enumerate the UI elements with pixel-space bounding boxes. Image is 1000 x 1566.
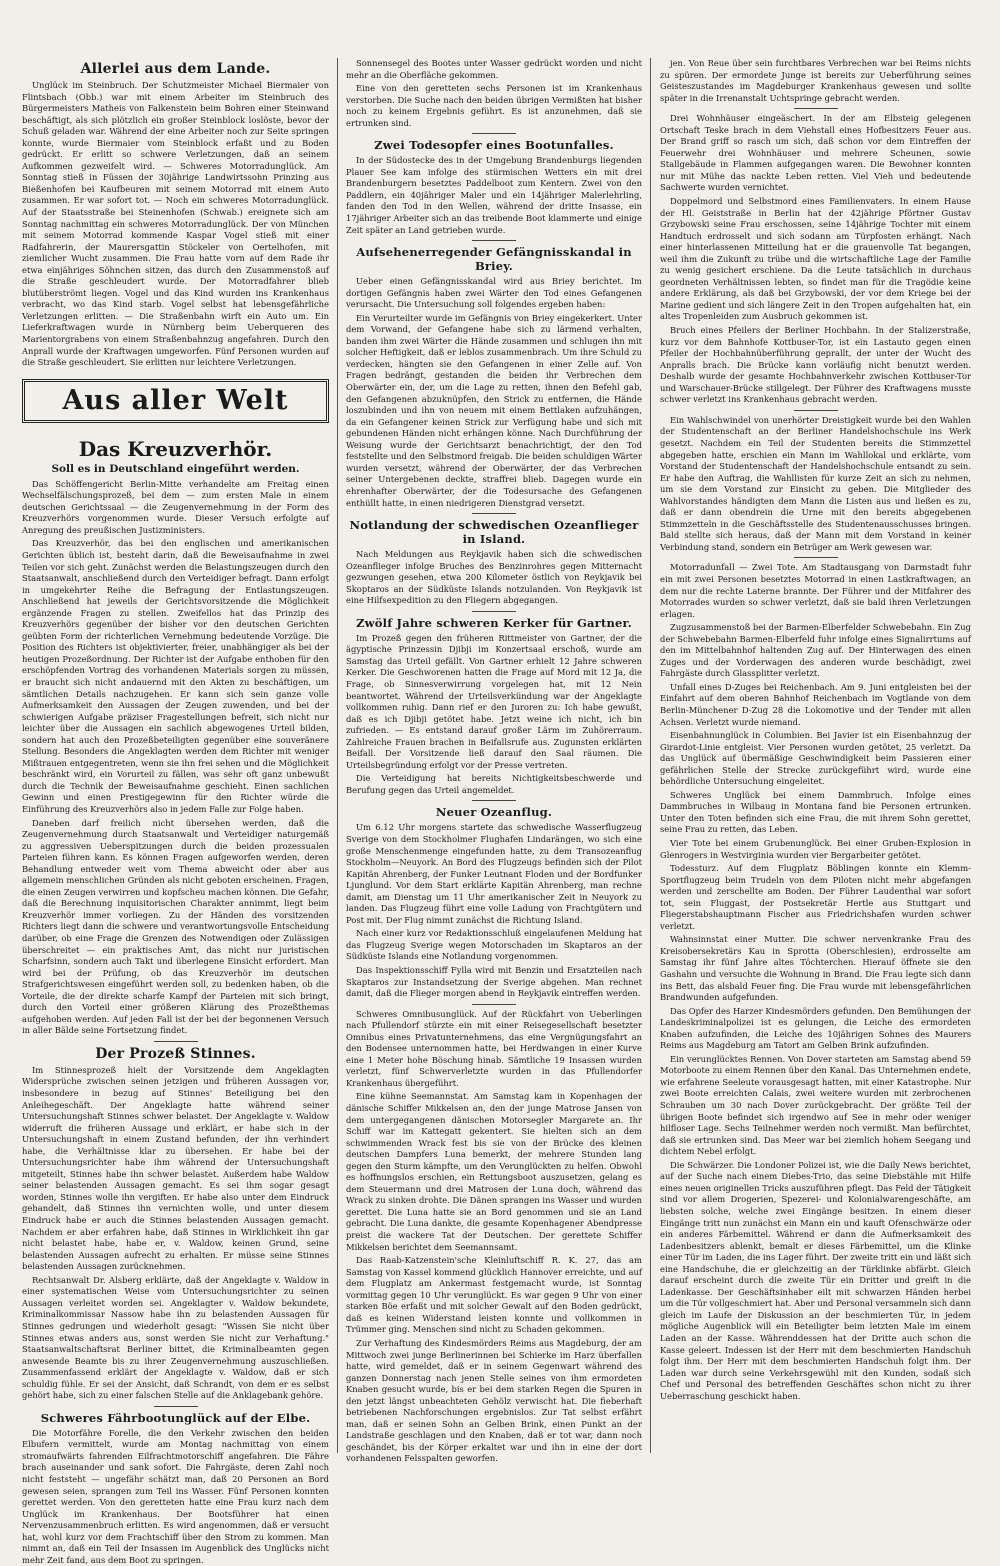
paragraph: Zur Verhaftung des Kindesmörders Reims aus Magdeburg, der am Mittwoch zwei junge Berlinerinnen bei Schierke im Harz überfallen hatte, wird gemeldet, daß er in seinem Gegenwart während des ganzen Donnerstag nach jenen Stelle seines von ihm ermordeten Knaben gesucht wurde, bis er bei dem starken Regen die Spuren in den jetzt längst unbeachteten Gehölz verwischt hat. Die fieberhaft betriebenen Nachforschungen ergebnislos. Zur Tat selbst erfährt man, daß er seinen Sohn an Gelben Brink, einen Punkt an der Landstraße geschlagen und den Knaben, daß er tot war, dann noch geschändet, bis der Körper erkaltet war und ihn in eine der dort vorhandenen Felsspalten geworfen.: [346, 1337, 642, 1464]
paragraph: Eisenbahnunglück in Columbien. Bei Javier ist ein Eisenbahnzug der Girardot-Linie entgleist. Vier Personen wurden getötet, 25 verletzt. Da das Unglück auf übermäßige Geschwindigkeit beim Passieren einer gefährlichen Stelle der Strecke zurückgeführt wird, wurde eine behördliche Untersuchung eingeleitet.: [660, 730, 971, 787]
separator: [154, 1041, 198, 1042]
paragraph: Das Opfer des Harzer Kindesmörders gefunden. Den Bemühungen der Landeskriminalpolizei ist es gelungen, die Leiche des ermordeten Knaben aufzufinden, die Leiche des 10jährigen Sohnes des Maurers Reims aus Magdeburg am Tatort am Gelben Brink aufzufinden.: [660, 1005, 971, 1051]
paragraph: Das Raab-Katzenstein'sche Kleinluftschiff R. K. 27, das am Samstag von Kassel kommend glücklich Hannover erreichte, und auf dem Flugplatz am Ankermast festgemacht wurde, ist Sonntag vormittag gegen 10 Uhr verunglückt. Es war gegen 9 Uhr von einer starken Böe erfaßt und mit solcher Gewalt auf den Boden gedrückt, daß es keinen Widerstand leisten konnte und vollkommen in Trümmer ging. Menschen sind nicht zu Schaden gekommen.: [346, 1255, 642, 1335]
article-body: [346, 58, 642, 129]
paragraph: Die Verteidigung hat bereits Nichtigkeitsbeschwerde und Berufung gegen das Urteil angemeldet.: [346, 773, 642, 795]
paragraph: Eine kühne Seemannstat. Am Samstag kam in Kopenhagen der dänische Schiffer Mikkelsen an, den der junge Matrose Jansen von dem untergegangenen dänischen Motorsegler Margarete an. Ihr Schiff war im Kattegatt gekentert. Sie hielten sich an dem schwimmenden Wrack fest bis sie von der Brücke des kleinen deutschen Dampfers Luna bemerkt, der mehrere Stunden lang gegen den Sturm kämpfte, um den Verunglückten zu helfen. Obwohl es hoffnungslos erschien, ein Rettungsboot auszusetzen, gelang es dem Steuermann und drei Matrosen der Luna doch, während das Wrack zu sinken drohte. Die Dänen sprangen ins Wasser und wurden gerettet. Die Luna hatte sie an Bord genommen und sie an Land gebracht. Die Luna dankte, die gesamte Kopenhagener Abendpresse preist die wackere Tat der Deutschen. Der gerettete Schiffer Mikkelsen berichtet dem Seemannsamt.: [346, 1091, 642, 1252]
section-heading: Neuer Ozeanflug.: [435, 805, 553, 820]
separator: [472, 513, 516, 514]
paragraph: Doppelmord und Selbstmord eines Familienvaters. In einem Hause der Hl. Geiststraße in Berlin hat der 42jährige Pförtner Gustav Grzybowski seine Frau erschossen, seine 14jährige Tochter mit einem Handtuch erdrosselt und sich sodann am Türpfosten erhängt. Nach einer hinterlassenen Mitteilung hat er die grauenvolle Tat begangen, weil ihm die Zukunft zu trübe und die wirtschaftliche Lage der Familie zu wenig gesichert erschiene. Da die Leute tatsächlich in durchaus geordneten Verhältnissen lebten, so findet man für die Tragödie keine andere Erklärung, als daß bei Grzybowski, der vor dem Kriege bei der Marine gedient und sich längere Zeit in den Tropen aufgehalten hat, ein altes Tropenleiden zum Ausbruch gekommen ist.: [660, 196, 971, 322]
paragraph: Todessturz. Auf dem Flugplatz Böblingen konnte ein Klemm-Sportflugzeug beim Trudeln von dem Piloten nicht mehr abgefangen werden und zerschellte am Boden. Der Führer Laudenthal war sofort tot, sein Fluggast, der Postsekretär Hertle aus Stuttgart und Fliegerstabshauptmann Fischer aus Friedrichshafen wurden schwer verletzt.: [660, 863, 971, 931]
paragraph: Im Stinnesprozeß hielt der Vorsitzende dem Angeklagten Widersprüche zwischen seinen jetzigen und früheren Aussagen vor, insbesondere in bezug auf Stinnes' Beteiligung bei den Anleihegeschäft. Der Angeklagte hatte während seiner Untersuchungshaft Stinnes schwer belastet. Der Angeklagte v. Waldow widerruft die früheren Aussage und erklärt, er habe sich in der Untersuchungshaft in einem Zustand befunden, der ihn verhindert habe, die Verhältnisse klar zu übersehen. Er habe bei der Untersuchungsrichter habe ihm während der Untersuchungshaft mitgeteilt, Stinnes habe ihn schwer belastet. Außerdem habe Waldow seiner belastenden Aussagen gemacht. Es sei ihm sogar gesagt worden, Stinnes wolle ihn vergiften. Er habe also unter dem Eindruck gehandelt, daß Stinnes ihn vernichten wolle, und unter diesem Eindruck habe er auch die Stinnes belastenden Aussagen gemacht. Nachdem er aber erfahren habe, daß Stinnes in Wirklichkeit ihn gar nicht belastet habe, habe er, v. Waldow, keinen Grund, seine belastenden Aussagen aufrecht zu erhalten. Er müsse seine Stinnes belastenden Aussagen zurücknehmen.: [22, 1064, 329, 1272]
paragraph: Das Schöffengericht Berlin-Mitte verhandelte am Freitag einen Wechselfälschungsprozeß, bei dem — zum ersten Male in einem deutschen Gerichtssaal — die Zeugenvernehmung in der Form des Kreuzverhörs vorgenommen wurde. Dieser Versuch erfolgte auf Anregung des preußischen Justizministers.: [22, 478, 329, 535]
section-heading: Allerlei aus dem Lande.: [80, 61, 271, 77]
article-body: [660, 415, 971, 554]
paragraph: Im Prozeß gegen den früheren Rittmeister von Gartner, der die ägyptische Prinzessin Djibji im Konzertsaal erschoß, wurde am Samstag das Urteil gefällt. Von Gartner erhielt 12 Jahre schweren Kerker. Die Geschworenen hatten die Frage auf Mord mit 12 Ja, die Frage, ob Sinnesverwirrung vorgelegen hat, mit 12 Nein beantwortet. Während der Urteilsverkündung war der Angeklagte vollkommen ruhig. Dann rief er den Juroren zu: Ich habe gewußt, daß es ich Djibji getötet habe. Jetzt weine ich nicht, ich bin zufrieden. — Es entstand darauf großer Lärm im Zuhörerraum. Zahlreiche Frauen brachen in Beifallsrufe aus. Zugunsten erklärten Beifall. Der Vorsitzende ließ darauf den Saal räumen. Die Urteilsbegründung erfolgt vor der Presse vertreten.: [346, 632, 642, 770]
paragraph: Das Inspektionsschiff Fylla wird mit Benzin und Ersatzteilen nach Skaptaros zur Instandsetzung der Sverige abgehen. Man rechnet damit, daß die Flieger morgen abend in Reykjavik eintreffen werden.: [346, 965, 642, 999]
banner-title: Aus aller Welt: [62, 384, 289, 416]
paragraph: Das Kreuzverhör, das bei den englischen und amerikanischen Gerichten üblich ist, besteht darin, daß die Beweisaufnahme in zwei Teilen vor sich geht. Zunächst werden die Belastungszeugen durch den Staatsanwalt, anschließend durch den Verteidiger befragt. Dann erfolgt in umgekehrter Reihe die Befragung der Entlastungszeugen. Anschließend hat jeweils der Gerichtsvorsitzende die Möglichkeit ergänzende Fragen zu stellen. Zweifellos hat das Prinzip des Kreuzverhörs gegenüber der bisher vor den deutschen Gerichten geübten Form der richterlichen Vernehmung bedeutende Vorzüge. Die Position des Richters ist objektivierter, freier, unabhängiger als bei der heutigen Prozeßordnung. Der Richter ist der Aufgabe enthoben für den erschöpfenden Vortrag des vorhandenen Materials sorgen zu müssen, er braucht sich nicht andauernd mit den Akten zu beschäftigen, um sämtlichen Details nachzugehen. Er kann sich sein ganze volle Aufmerksamkeit den Aussagen der Zeugen zuwenden, und bei der schwierigen Aufgabe präziser Fragestellungen befreit, sich nicht nur leichter über die Aussagen ein sachlich abgewogenes Urteil bilden, sondern hat auch den Prozeßbeteiligten gegenüber eine souveränere Stellung. Besonders die Angeklagten werden dem Richter mit weniger Mißtrauen entgegentreten, wenn sie ihn frei sehen und die Möglichkeit beschränkt wird, ein Vorurteil zu fällen, was sehr oft ganz unbewußt durch die Technik der Beweisaufnahme geschieht. Einen sachlichen Gewinn und einen Prestigegewinn für den Richter würde die Einführung des Kreuzverhörs also in jedem Falle zur Folge haben.: [22, 538, 329, 814]
paragraph: Schweres Unglück bei einem Dammbruch. Infolge eines Dammbruches in Wilbaug in Montana fand bie Personen ertrunken. Unter den Toten befinden sich eine Frau, die mit ihrem Sohn gerettet, seine Frau zu retten, das Leben.: [660, 789, 971, 835]
section-heading: Schweres Fährbootunglück auf der Elbe.: [40, 1410, 311, 1425]
paragraph: In der Südostecke des in der Umgebung Brandenburgs liegenden Plauer See kam infolge des stürmischen Wetters ein mit drei Brandenburgern besetztes Paddelboot zum Kentern. Zwei von den Paddlern, ein 40jähriger Maler und ein 14jähriger Malerlehrling, fanden den Tod in den Wellen, während der dritte Insasse, ein 17jähriger Arbeiter sich an das treibende Boot klammerte und einige Zeit später an Land getrieben wurde.: [346, 155, 642, 235]
paragraph: Unfall eines D-Zuges bei Reichenbach. Am 9. Juni entgleisten bei der Einfahrt auf dem oberen Bahnhof Reichenbach im Vogtlande von dem Berlin-Münchener D-Zug 28 die Lokomotive und der Tender mit allen Achsen. Verletzt wurde niemand.: [660, 681, 971, 727]
separator: [794, 557, 838, 558]
paragraph: Eine von den geretteten sechs Personen ist im Krankenhaus verstorben. Die Suche nach den beiden übrigen Vermißten hat bisher noch zu keinem Ergebnis geführt. Es ist anzunehmen, daß sie ertrunken sind.: [346, 83, 642, 128]
separator: [472, 1004, 516, 1005]
section-heading: Der Prozeß Stinnes.: [95, 1045, 256, 1062]
article-body: [346, 155, 642, 236]
paragraph: Die Schwärzer. Die Londoner Polizei ist, wie die Daily News berichtet, auf der Suche nach einem Diebes-Trio, das seine Diebstähle mit Hilfe eines neuen originellen Tricks auszuführen pflegt. Das Feld der Tätigkeit sind vor allem Drogerien, Spezerei- und Kolonialwarengeschäfte, am liebsten solche, welche zwei Eingänge besitzen. In einem dieser Eingänge tritt nun zunächst ein Mann ein und kauft Ofenschwärze oder ein anderes Färbemittel. Während er dann die Aufmerksamkeit des Ladenbesitzers ablenkt, bemalt er dieses Färbemittel, um die Klinke einer Tür im Laden, die ins Lager führt. Der zweite tritt ein und läßt sich eine Handschuhe, die er gleichzeitig an der Türklinke abfärbt. Gleich darauf erscheint durch die zweite Tür ein Dritter und greift in die Ladenkasse. Der Geschäftsinhaber eilt mit schwarzen Händen herbei um die Tür vollgeschmiert hat. Aber und Personal versammeln sich dann gleich im Laufe der Diskussion an der beschmierten Tür, in jedem mögliche Augenblick will ein Beteiligter beim letzten Male im einem Laden an der Kasse. Währenddessen hat der Dritte auch schon die Kasse geleert. Indessen ist der Herr mit dem beschmierten Handschuh folgt ihm. Der Herr mit dem beschmierten Handschuh folgt ihm. Der Laden war durch seine Verkehrsgewühl mit den Kunden, sodaß sich Chef und Personal des betreffenden Geschäftes schon nicht zu ihrer Ueberraschung geschickt haben.: [660, 1159, 972, 1401]
paragraph: Bruch eines Pfeilers der Berliner Hochbahn. In der Stalizerstraße, kurz vor dem Bahnhofe Kottbuser-Tor, ist ein Lastauto gegen einen Pfeiler der Hochbahnüberführung geprallt, der unter der Wucht des Anpralls brach. Die Brücke kann vorläufig nicht benutzt werden. Deshalb wurde der gesamte Hochbahnverkehr zwischen Kottbuser-Tor und Warschauer-Brücke stillgelegt. Der Führer des Kraftwagens musste schwer verletzt ins Krankenhaus gebracht werden.: [660, 325, 971, 405]
paragraph: Nach einer kurz vor Redaktionsschluß eingelaufenen Meldung hat das Flugzeug Sverige wegen Motorschaden im Skaptaros an der Südküste Islands eine Notlandung vorgenommen.: [346, 928, 642, 962]
paragraph: Zugzusammenstoß bei der Barmen-Elberfelder Schwebebahn. Ein Zug der Schwebebahn Barmen-Elberfeld fuhr infolge eines Signalirrtums auf den im Mittelbahnhof haltenden Zug auf. Der Hinterwagen des einen Zuges und der Vorderwagen des anderen wurde beschädigt, zwei Fahrgäste durch Glassplitter verletzt.: [660, 622, 971, 679]
column-2: [338, 58, 651, 1464]
paragraph: Wahnsinnstat einer Mutter. Die schwer nervenkranke Frau des Kreisobersekretärs Kau in Sprotta (Oberschlesien), erdrosselte am Samstag ihr fünf Jahre altes Töchterchen. Hierauf öffnete sie den Gashahn und versuchte die Wohnung in Brand. Die Frau legte sich dann ins Bett, das alsbald Feuer fing. Die Frau wurde mit lebensgefährlichen Brandwunden aufgefunden.: [660, 934, 971, 1003]
separator: [472, 800, 516, 801]
paragraph: Unglück im Steinbruch. Der Schutzmeister Michael Biermaier von Flintsbach (Obb.) war mit einem Arbeiter im Steinbruch des Bürgermeisters Matheis von Falkenstein beim Bohren einer Steinwand beschäftigt, als sich plötzlich ein großer Steinblock loslöste, bevor der Schuß geladen war. Während der eine Arbeiter noch zur Seite springen konnte, wurde Biermaier vom Steinblock erfaßt und zu Boden gedrückt. Er erlitt so schwere Verletzungen, daß an seinem Aufkommen gezweifelt wird. — Schweres Motorradunglück. Am Sonntag stieß in Füssen der 30jährige Landwirtssohn Prinzing aus Bießenhofen bei Kaufbeuren mit seinem Motorrad mit einem Auto zusammen. Er war sofort tot. — Noch ein schweres Motorradunglück. Auf der Staatsstraße bei Steinenhofen (Schwab.) ereignete sich am Sonntag nachmittag ein schweres Motorradunglück. Der von München mit seinem Motorrad kommende Kaspar Vogel stieß mit einer Radfahrerin, der Maurersgattin Stöckeler von Oertelhofen, mit ziemlicher Wucht zusammen. Die Frau hatte vorn auf dem Rade ihr etwa einjähriges Söhnchen sitzen, das durch den Zusammenstoß auf die Straße geschleudert wurde. Der Motorradfahrer blieb blutüberströmt liegen. Vogel und das Kind wurden ins Krankenhaus verbracht, wo das Kind starb. Vogel selbst hat lebensgefährliche Verletzungen erlitten. — Die Straßenbahn wirft ein Auto um. Ein Lieferkraftwagen wurde in Nürnberg beim Ueberqueren des Marientorgrabens von einem Straßenbahnzug angefahren. Durch den Anprall wurde der Kraftwagen umgeworfen. Fünf Personen wurden auf die Straße geschleudert. Sie erlitten nur leichtere Verletzungen.: [22, 80, 329, 368]
paragraph: Um 6.12 Uhr morgens startete das schwedische Wasserflugzeug Sverige von dem Stockholmer Flughafen Lindarängen, wo sich eine große Menschenmenge eingefunden hatte, zu dem Transozeanflug Stockholm—Neuyork. An Bord des Flugzeugs befinden sich der Pilot Kapitän Ahrenberg, der Funker Leutnant Floden und der Bordfunker Ljunglund. Vor dem Start erklärte Kapitän Ahrenberg, man rechne damit, am Dienstag um 11 Uhr amerikanischer Zeit in Neuyork zu landen. Das Flugzeug führt eine volle Ladung von Frachtgütern und Post mit. Der Flug nimmt zunächst die Richtung Island.: [346, 822, 642, 925]
separator: [794, 108, 838, 109]
columns: [22, 58, 986, 1565]
article-body: [22, 80, 329, 369]
paragraph: Ueber einen Gefängnisskandal wird aus Briey berichtet. Im dortigen Gefängnis haben zwei Wärter den Tod eines Gefangenen verursacht. Die Untersuchung soll folgendes ergeben haben:: [346, 276, 642, 310]
banner-aus-aller-welt: [22, 379, 329, 423]
paragraph: Drei Wohnhäuser eingeäschert. In der am Elbsteig gelegenen Ortschaft Teske brach in dem Viehstall eines Hofbesitzers Feuer aus. Der Brand griff so rasch um sich, daß schon vor dem Eintreffen der Feuerwehr drei Wohnhäuser und mehrere Scheunen, sowie Stallgebäude in Flammen aufgegangen waren. Die Bewohner konnten nur mit Mühe das nackte Leben retten. Viel Vieh und bedeutende Sachwerte wurden vernichtet.: [660, 113, 971, 193]
paragraph: Ein verunglücktes Rennen. Von Dover starteten am Samstag abend 59 Motorboote zu einem Rennen über den Kanal. Das Unternehmen endete, wie erfahrene Seeleute vorausgesagt hatten, mit einer Katastrophe. Nur zwei Boote erreichten Calais, zwei weitere wurden mit zerbrochenen Schrauben um 30 nach Dover zurückgebracht. Der größte Teil der übrigen Boote befindet sich irgendwo auf See in mehr oder weniger hilfloser Lage. Sechs Teilnehmer werden noch vermißt. Man befürchtet, daß sie ertrunken sind. Das Meer war bei ziemlich hohem Seegang und dichtem Nebel erfolgt.: [660, 1053, 971, 1157]
paragraph: jen. Von Reue über sein furchtbares Verbrechen war bei Reims nichts zu spüren. Der ermordete Junge ist bereits zur Ueberführung seines Geisteszustandes im Magdeburger Krankenhaus gewesen und sollte später in die Irrenanstalt Uchtspringe gebracht werden.: [660, 58, 971, 103]
separator: [154, 1406, 198, 1407]
paragraph: Rechtsanwalt Dr. Alsberg erklärte, daß der Angeklagte v. Waldow in einer systematischen Weise vom Untersuchungsrichter zu seinen Aussagen verleitet worden sei. Angeklagter v. Waldow bekundete, Kriminalkommissar Nassow habe ihn zu belastenden Aussagen für Stinnes gedrungen und wiederholt gesagt: "Wissen Sie nicht über Stinnes etwas anders aus, sonst werden Sie nicht zur Verhaftung." Staatsanwaltschaftsrat Berliner bittet, die Kriminalbeamten gegen anwesende Beamte bis zu ihrer Zeugenvernehmung auszuschließen. Zusammenfassend erklärt der Angeklagte v. Waldow, daß er sich schuldig fühle. Er sei der Ansicht, daß Schrandt, von dem er es selbst gehört habe, sich zu einer falschen Stelle auf die Anklagebank gehöre.: [22, 1274, 329, 1401]
separator: [472, 611, 516, 612]
paragraph: Sonnensegel des Bootes unter Wasser gedrückt worden und nicht mehr an die Oberfläche gekommen.: [346, 58, 642, 80]
section-heading: Notlandung der schwedischen Ozeanflieger in Island.: [349, 518, 639, 547]
column-1: [22, 58, 338, 1565]
article-subtitle: Soll es in Deutschland eingeführt werden.: [51, 462, 300, 475]
article-body: [346, 1009, 642, 1465]
paragraph: Schweres Omnibusunglück. Auf der Rückfahrt von Ueberlingen nach Pfullendorf stürzte ein mit einer Reisegesellschaft besetzter Omnibus eines Privatunternehmens, das eine Vergnügungsfahrt an den Bodensee unternommen hatte, bei Herdwangen in einer Kurve eine 1 Meter hohe Böschung hinab. Sämtliche 19 Insassen wurden verletzt, fünf Schwerverletzte wurden in das Pfullendorfer Krankenhaus übergeführt.: [346, 1008, 642, 1088]
article-title: Das Kreuzverhör.: [78, 436, 273, 461]
paragraph: Die Motorfähre Forelle, die den Verkehr zwischen den beiden Elbufern vermittelt, wurde am Montag nachmittag von einem stromaufwärts fahrenden Eilfrachtmotorschiff angefahren. Die Fähre brach auseinander und sank sofort. Die Fahrgäste, deren Zahl noch nicht feststeht — ungefähr schätzt man, daß 20 Personen an Bord gewesen seien, sprangen zum Teil ins Wasser. Fünf Personen konnten gerettet werden. Von den geretteten hatte eine Frau kurz nach dem Unglück im Krankenhaus. Der Bootsführer hat einen Nervenzusammenbruch erlitten. Es wird angenommen, daß er versucht hat, wohl kurz vor dem Frachtschiff über den Strom zu kommen. Man nimmt an, daß ein Teil der Insassen im Augenblick des Unglücks nicht mehr Zeit fand, aus dem Boot zu springen.: [22, 1427, 329, 1565]
paragraph: Motorradunfall — Zwei Tote. Am Stadtausgang von Darmstadt fuhr ein mit zwei Personen besetztes Motorrad in einen Lastkraftwagen, an dem nur die rechte Laterne brannte. Der Führer und der Mitfahrer des Motorrades wurden so schwer verletzt, daß sie bald ihren Verletzungen erlagen.: [660, 562, 971, 619]
article-body: [22, 479, 329, 1037]
article-body: [346, 633, 642, 797]
article-body: [660, 58, 971, 104]
article-body: [346, 822, 642, 999]
article-body: [660, 113, 971, 406]
separator: [472, 133, 516, 134]
section-heading: Zwei Todesopfer eines Bootunfalles.: [374, 138, 614, 153]
paragraph: Daneben darf freilich nicht übersehen werden, daß die Zeugenvernehmung durch Staatsanwalt und Verteidiger naturgemäß zu aggressiven Ueberspitzungen durch die beiden prozessualen Parteien führen kann. Es können Fragen aufgeworfen werden, deren Behandlung entweder weit vom Thema abweicht oder aber aus allgemein menschlichen Gründen als nicht geboten erscheinen. Fragen, die einen Zeugen verwirren und kopfscheu machen können. Die Gefahr, daß die Berechnung inquisitorischen Charakter annimmt, liegt beim Kreuzverhör immer vorliegen. Zu der Händen des vorsitzenden Richters liegt dann die schwere und verantwortungsvolle Entscheidung darüber, ob eine Frage die Grenzen des Notwendigen oder Zulässigen überschreitet — ein praktisches Amt, das nicht nur juristischen Scharfsinn, sondern auch Takt und überlegene Einsicht erfordert. Man wird bei der Prüfung, ob das Kreuzverhör im deutschen Strafgerichtswesen eingeführt werden soll, zu bedenken haben, ob die Vorteile, die der direkte scharfe Kampf der Parteien mit sich bringt, durch den Vorteil einer größeren Klärung des Prozeßthemas aufgehoben werden. Auf jeden Fall ist der bei der begonnenen Versuch in aller Bälde seine Fortsetzung findet.: [22, 817, 329, 1036]
article-body: [660, 562, 971, 1402]
section-heading: Zwölf Jahre schweren Kerker für Gartner.: [356, 615, 632, 630]
section-heading: Aufsehenerregender Gefängnisskandal in Briey.: [356, 245, 632, 274]
paragraph: Nach Meldungen aus Reykjavik haben sich die schwedischen Ozeanflieger infolge Bruches des Benzinrohres gegen Mitternacht gezwungen gesehen, etwa 200 Kilometer östlich von Reykjavik bei Skoptaros an der Südküste Islands notzulanden. Von Reykjavik ist eine Hilfsexpedition zu den Fliegern abgegangen.: [346, 549, 642, 606]
column-3: [651, 58, 971, 1453]
paragraph: Ein Verurteilter wurde im Gefängnis von Briey eingekerkert. Unter dem Vorwand, der Gefangene habe sich zu lärmend verhalten, banden ihm zwei Wärter die Hände zusammen und schlugen ihn mit solcher Heftigkeit, daß er leblos zusammenbrach. Um ihre Schuld zu verdecken, hängten sie den Gefangenen in einer Zelle auf. Von Fragen bedrängt, gestanden die beiden ihr Verbrechen dem Oberwärter ein, der, um die Lage zu retten, ihnen den Befehl gab, den Gefangenen abzuknüpfen, den Strick zu entfernen, die Hände loszubinden und ihn von neuem mit einem Bettlaken aufzuhängen, da ein Gefangener keinen Strick zur Verfügung habe und sich mit gebundenen Händen nicht erhängen könne. Nach Durchführung der Weisung wurde der Gerichtsarzt benachrichtigt, der den Tod feststellte und den Selbstmord freigab. Die beiden schuldigen Wärter wurden versetzt, während der Oberwärter, der das Verbrechen seiner Untergebenen deckte, straffrei blieb. Dagegen wurde ein ehrenhafter Oberwärter, der die Todesursache des Gefangenen enthüllt hatte, in einen niedrigeren Dienstgrad versetzt.: [346, 312, 642, 508]
article-body: [346, 276, 642, 509]
separator: [794, 410, 838, 411]
separator: [472, 240, 516, 241]
paragraph: Vier Tote bei einem Grubenunglück. Bei einer Gruben-Explosion in Glenrogers in Westvirginia wurden vier Bergarbeiter getötet.: [660, 838, 971, 860]
article-body: [346, 549, 642, 607]
article-body: [22, 1428, 329, 1566]
article-body: [22, 1065, 329, 1402]
paragraph: Ein Wahlschwindel von unerhörter Dreistigkeit wurde bei den Wahlen der Studentenschaft an der Berliner Handelshochschule ins Werk gesetzt. Nachdem ein Teil der Studenten bereits die Stimmzettel abgegeben hatte, erschien ein Mann im Wahllokal und erklärte, vom Vorstand der Studentenschaft der Handelshochschule entsandt zu sein. Er habe den Auftrag, die Wahllisten für kurze Zeit an sich zu nehmen, um sie dem Vorstand zur Einsicht zu geben. Die Mitglieder des Wahlvorstandes händigten dem Mann die Listen aus und ließen es zu, daß er dann obendrein die Urne mit den bereits abgegebenen Stimmzetteln in die Geschäftsstelle des Studentenausschusses bringen. Bald stellte sich heraus, daß der Mann mit dem Vorstand in keiner Verbindung stand, sondern ein Betrüger am Werk gewesen war.: [660, 414, 971, 552]
